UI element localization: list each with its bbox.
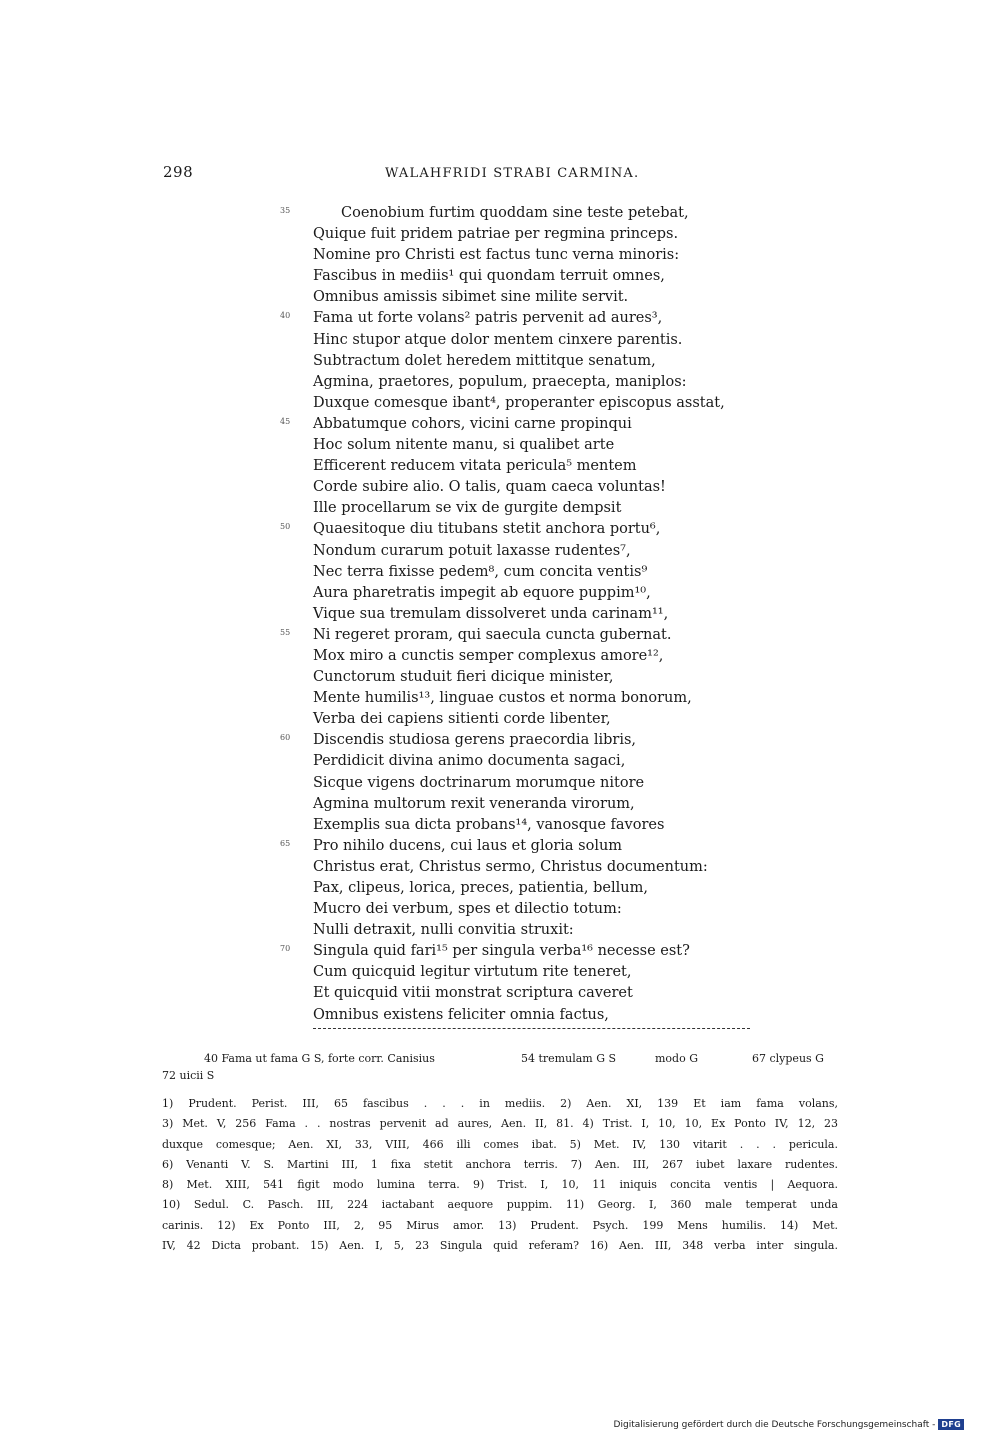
footer-text: Digitalisierung gefördert durch die Deutsche Forschungsgemeinschaft -	[613, 1419, 936, 1430]
note-line: duxque comesque; Aen. XI, 33, VIII, 466 illi comes ibat. 5) Met. IV, 130 vitarit . . . pericula.	[162, 1137, 838, 1151]
verse-line	[280, 794, 750, 815]
verse-line	[280, 330, 750, 351]
footnote-rule	[313, 1028, 750, 1029]
verse-text: Exemplis sua dicta probans¹⁴, vanosque favores	[313, 816, 665, 833]
verse-text: Hoc solum nitente manu, si qualibet arte	[313, 437, 615, 454]
verse-text: Duxque comesque ibant⁴, properanter episcopus asstat,	[313, 394, 725, 411]
verse-text: Nec terra fixisse pedem⁸, cum concita ventis⁹	[313, 563, 648, 580]
apparatus-entry: 54 tremulam G S	[521, 1052, 617, 1065]
verse-text: Pro nihilo ducens, cui laus et gloria solum	[313, 837, 623, 854]
verse-text: Quaesitoque diu titubans stetit anchora portu⁶,	[313, 521, 661, 538]
verse-line	[280, 372, 750, 393]
line-number: 60	[280, 733, 291, 743]
note-line: 8) Met. XIII, 541 figit modo lumina terra. 9) Trist. I, 10, 11 iniquis concita ventis | Aequora.	[162, 1178, 838, 1192]
verse-text: Singula quid fari¹⁵ per singula verba¹⁶ necesse est?	[313, 943, 690, 960]
verse-line	[280, 308, 750, 329]
verse-text: Agmina, praetores, populum, praecepta, maniplos:	[313, 373, 687, 390]
verse-text: Mente humilis¹³, linguae custos et norma bonorum,	[313, 690, 692, 707]
verse-line	[280, 709, 750, 730]
verse-line	[280, 815, 750, 836]
page-number: 298	[163, 163, 194, 181]
running-head: WALAHFRIDI STRABI CARMINA.	[385, 166, 640, 181]
verse-text: Discendis studiosa gerens praecordia libris,	[313, 732, 637, 749]
verse-line	[280, 1005, 750, 1026]
note-line: carinis. 12) Ex Ponto III, 2, 95 Mirus amor. 13) Prudent. Psych. 199 Mens humilis. 14) Met.	[162, 1218, 838, 1232]
verse-text: Pax, clipeus, lorica, preces, patientia, bellum,	[313, 880, 648, 896]
verse-text: Mucro dei verbum, spes et dilectio totum:	[313, 901, 622, 918]
verse-text: Cum quicquid legitur virtutum rite teneret,	[313, 964, 632, 981]
dfg-logo: DFG	[938, 1419, 964, 1430]
verse-line	[280, 667, 750, 688]
digitization-footer	[614, 1419, 964, 1430]
verse-line	[280, 203, 750, 224]
verse-text: Corde subire alio. O talis, quam caeca voluntas!	[313, 479, 666, 496]
source-notes	[162, 1094, 838, 1256]
verse-line	[280, 983, 750, 1004]
verse-text: Verba dei capiens sitienti corde libenter,	[313, 711, 611, 728]
verse-line	[280, 941, 750, 962]
verse-line	[280, 287, 750, 308]
verse-line	[280, 498, 750, 519]
verse-text: Et quicquid vitii monstrat scriptura caveret	[313, 985, 633, 1002]
apparatus-entry: modo G	[655, 1052, 699, 1065]
verse-line	[280, 224, 750, 245]
note-line: IV, 42 Dicta probant. 15) Aen. I, 5, 23 Singula quid referam? 16) Aen. III, 348 verba inter singula.	[162, 1239, 838, 1253]
verse-line	[280, 899, 750, 920]
verse-line	[280, 435, 750, 456]
critical-apparatus	[162, 1050, 838, 1084]
apparatus-line	[162, 1067, 838, 1084]
line-number: 35	[280, 206, 291, 215]
verse-line	[280, 351, 750, 372]
verse-text: Cunctorum studuit fieri dicique minister,	[313, 669, 614, 686]
verse-line	[280, 414, 750, 435]
verse-text: Christus erat, Christus sermo, Christus documentum:	[313, 858, 708, 875]
verse-text: Subtractum dolet heredem mittitque senatum,	[313, 352, 656, 369]
apparatus-entry: 40 Fama ut fama G S, forte corr. Canisius	[204, 1052, 435, 1065]
poem-body	[280, 203, 750, 1026]
verse-text: Ni regeret proram, qui saecula cuncta gubernat.	[313, 626, 672, 643]
verse-text: Fama ut forte volans² patris pervenit ad aures³,	[313, 310, 663, 327]
line-number: 55	[280, 627, 291, 637]
line-number: 50	[280, 522, 291, 532]
verse-line	[280, 646, 750, 667]
note-line: 3) Met. V, 256 Fama . . nostras pervenit ad aures, Aen. II, 81. 4) Trist. I, 10, 10, Ex Ponto IV, 12, 23	[162, 1117, 838, 1131]
verse-line	[280, 730, 750, 751]
verse-line	[280, 878, 750, 899]
note-line: 6) Venanti V. S. Martini III, 1 fixa stetit anchora terris. 7) Aen. III, 267 iubet laxare rudentes.	[162, 1157, 838, 1171]
verse-line	[280, 562, 750, 583]
verse-text: Agmina multorum rexit veneranda virorum,	[313, 795, 635, 812]
verse-text: Aura pharetratis impegit ab equore puppim¹⁰,	[313, 584, 651, 601]
verse-text: Sicque vigens doctrinarum morumque nitore	[313, 774, 645, 791]
apparatus-entry: 67 clypeus G	[752, 1052, 824, 1065]
line-number: 65	[280, 838, 291, 848]
verse-text: Perdidicit divina animo documenta sagaci,	[313, 753, 626, 770]
verse-line	[280, 477, 750, 498]
verse-line	[280, 245, 750, 266]
verse-text: Mox miro a cunctis semper complexus amore¹²,	[313, 647, 664, 664]
verse-text: Nomine pro Christi est factus tunc verna minoris:	[313, 247, 680, 264]
note-line: 10) Sedul. C. Pasch. III, 224 iactabant aequore puppim. 11) Georg. I, 360 male temperat unda	[162, 1198, 838, 1212]
line-number: 45	[280, 416, 291, 426]
verse-line	[280, 541, 750, 562]
verse-line	[280, 773, 750, 794]
verse-line	[280, 519, 750, 540]
verse-text: Efficerent reducem vitata pericula⁵ mentem	[313, 458, 637, 475]
verse-text: Omnibus amissis sibimet sine milite servit.	[313, 289, 629, 306]
line-number: 40	[280, 311, 291, 321]
verse-line	[280, 751, 750, 772]
verse-line	[280, 920, 750, 941]
verse-line	[280, 604, 750, 625]
verse-text: Quique fuit pridem patriae per regmina princeps.	[313, 226, 679, 243]
verse-line	[280, 857, 750, 878]
line-number: 70	[280, 944, 291, 954]
apparatus-line	[162, 1050, 838, 1067]
apparatus-entry: 72 uicii S	[162, 1069, 215, 1082]
verse-text: Ille procellarum se vix de gurgite dempsit	[313, 500, 622, 517]
verse-line	[280, 688, 750, 709]
verse-line	[280, 836, 750, 857]
verse-text: Omnibus existens feliciter omnia factus,	[313, 1006, 609, 1023]
verse-text: Coenobium furtim quoddam sine teste petebat,	[341, 205, 689, 221]
verse-line	[280, 456, 750, 477]
verse-text: Hinc stupor atque dolor mentem cinxere parentis.	[313, 331, 683, 348]
verse-text: Vique sua tremulam dissolveret unda carinam¹¹,	[313, 605, 669, 622]
verse-line	[280, 266, 750, 287]
verse-line	[280, 583, 750, 604]
verse-text: Abbatumque cohors, vicini carne propinqui	[313, 415, 632, 432]
verse-line	[280, 393, 750, 414]
verse-text: Fascibus in mediis¹ qui quondam terruit omnes,	[313, 268, 665, 285]
note-line: 1) Prudent. Perist. III, 65 fascibus . . . in mediis. 2) Aen. XI, 139 Et iam fama volans,	[162, 1097, 838, 1110]
verse-text: Nondum curarum potuit laxasse rudentes⁷,	[313, 542, 631, 559]
verse-line	[280, 625, 750, 646]
verse-text: Nulli detraxit, nulli convitia struxit:	[313, 922, 574, 939]
verse-line	[280, 962, 750, 983]
